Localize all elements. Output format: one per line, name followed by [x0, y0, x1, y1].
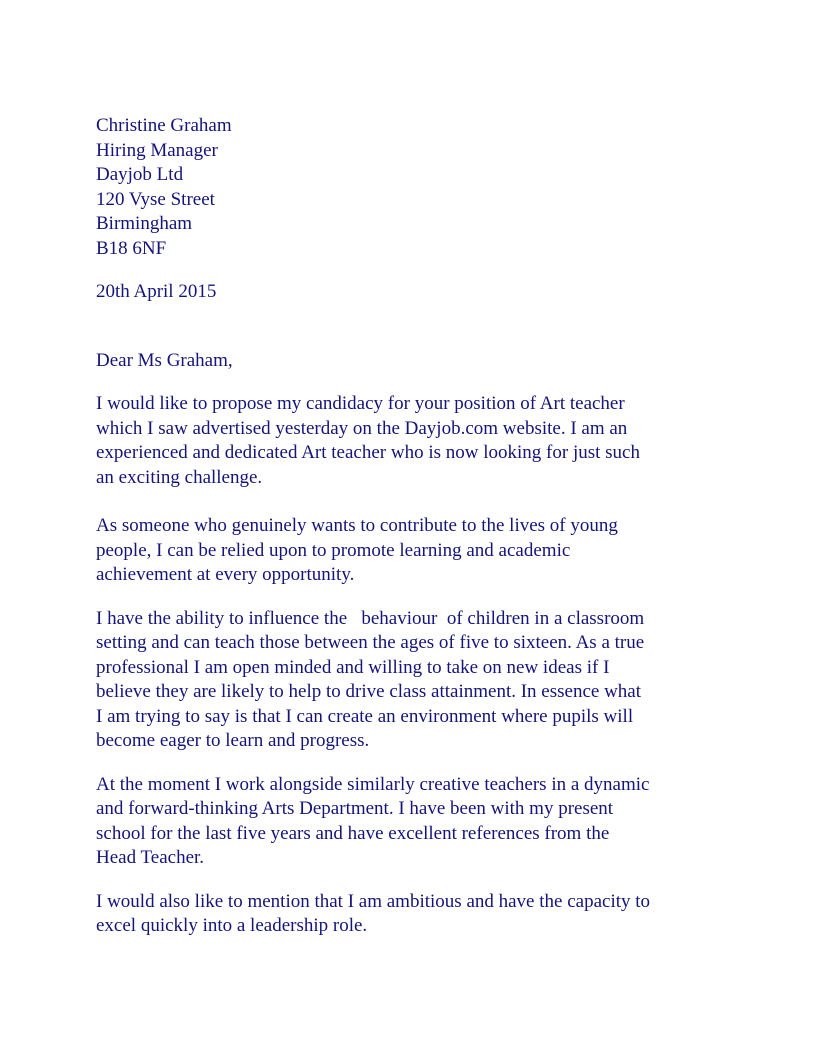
paragraph-line: Head Teacher.: [96, 847, 205, 868]
paragraph-line: As someone who genuinely wants to contribute to the lives of young: [96, 515, 618, 536]
paragraph-line: school for the last five years and have excellent references from the: [96, 822, 610, 844]
paragraph-line: become eager to learn and progress.: [96, 730, 370, 751]
paragraph-1: [96, 392, 716, 490]
recipient-street: 120 Vyse Street: [96, 188, 215, 210]
paragraph-5: [96, 890, 716, 939]
paragraph-2: [96, 514, 716, 588]
paragraph-line: achievement at every opportunity.: [96, 564, 355, 585]
paragraph-3: [96, 607, 716, 754]
cover-letter: [96, 114, 716, 939]
paragraph-line: I am trying to say is that I can create an environment where pupils will: [96, 705, 634, 727]
recipient-name: Christine Graham: [96, 115, 232, 136]
paragraph-line: which I saw advertised yesterday on the Dayjob.com website. I am an: [96, 417, 628, 439]
recipient-postcode: B18 6NF: [96, 237, 167, 259]
paragraph-line: I have the ability to influence the behaviour of children in a classroom: [96, 607, 645, 629]
paragraph-line: I would like to propose my candidacy for your position of Art teacher: [96, 393, 625, 414]
salutation: [96, 349, 716, 374]
date-text: 20th April 2015: [96, 281, 217, 302]
recipient-address: [96, 114, 716, 261]
paragraph-line: and forward-thinking Arts Department. I have been with my present: [96, 798, 614, 819]
paragraph-line: believe they are likely to help to drive class attainment. In essence what: [96, 681, 641, 702]
paragraph-line: I would also like to mention that I am ambitious and have the capacity to: [96, 890, 651, 912]
paragraph-line: setting and can teach those between the ages of five to sixteen. As a true: [96, 632, 645, 653]
paragraph-line: people, I can be relied upon to promote learning and academic: [96, 539, 571, 561]
paragraph-line: professional I am open minded and willing to take on new ideas if I: [96, 656, 610, 678]
paragraph-line: At the moment I work alongside similarly creative teachers in a dynamic: [96, 773, 650, 795]
paragraph-line: an exciting challenge.: [96, 466, 263, 488]
recipient-company: Dayjob Ltd: [96, 164, 184, 185]
paragraph-line: experienced and dedicated Art teacher who is now looking for just such: [96, 442, 640, 463]
salutation-text: Dear Ms Graham,: [96, 349, 233, 371]
recipient-city: Birmingham: [96, 213, 193, 234]
paragraph-4: [96, 773, 716, 871]
recipient-title: Hiring Manager: [96, 139, 218, 161]
letter-date: [96, 280, 716, 305]
paragraph-line: excel quickly into a leadership role.: [96, 915, 368, 936]
